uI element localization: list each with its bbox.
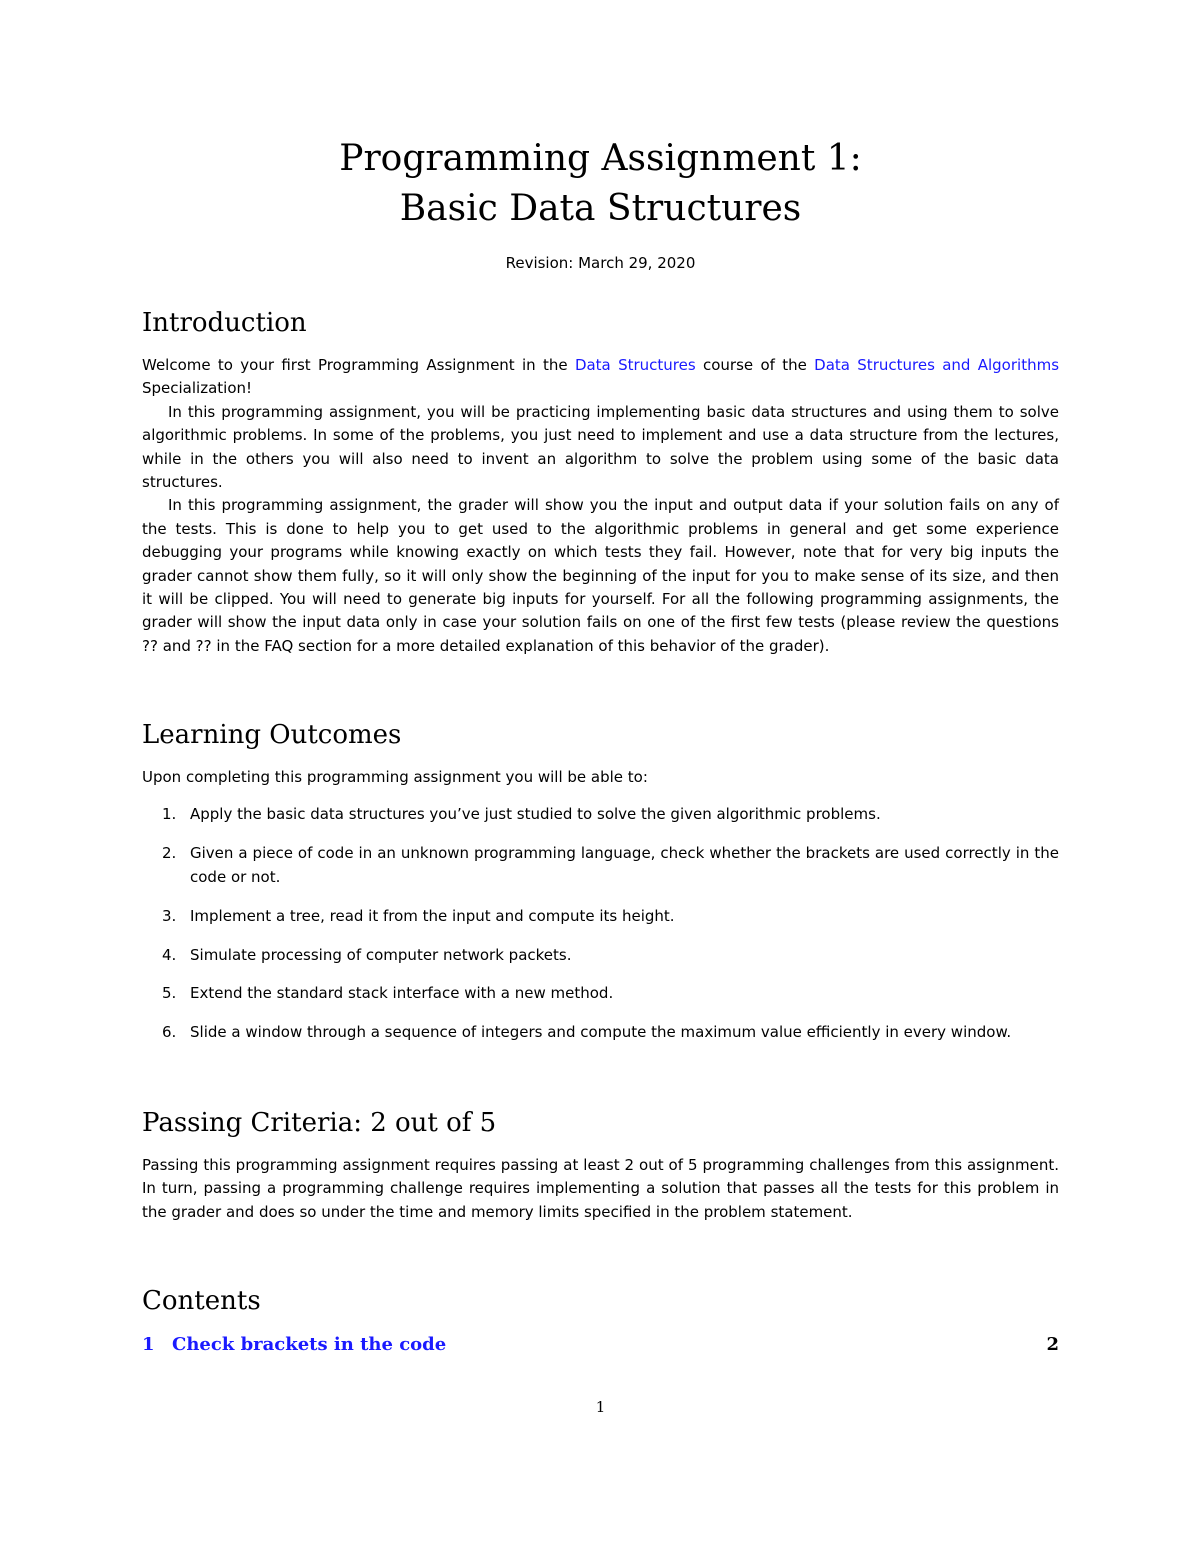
intro-text-1: Welcome to your first Programming Assignment in the (142, 356, 575, 374)
learning-outcomes-list (142, 803, 1059, 1044)
list-item-text: Extend the standard stack interface with a new method. (190, 984, 614, 1003)
specialization-link[interactable]: Data Structures and Algorithms (814, 356, 1060, 374)
document-page (142, 0, 1059, 1553)
learning-outcomes-heading: Learning Outcomes (142, 720, 402, 750)
list-item-number: 3. (162, 906, 177, 925)
introduction-section (142, 306, 1059, 658)
contents-heading: Contents (142, 1286, 261, 1316)
list-item-text: Given a piece of code in an unknown programming language, check whether the brackets are used correctly in the code or not. (190, 844, 1059, 886)
page-number: 1 (595, 1398, 606, 1416)
introduction-paragraph-2: In this programming assignment, you will be practicing implementing basic data structures and using them to solve algorithmic problems. In some of the problems, you just need to implement and use a data structure from the lectures, while in the others you will also need to invent an algorithm to solve the problem using some of the basic data structures. (142, 402, 1059, 492)
title-line-2: Basic Data Structures (399, 188, 802, 229)
toc-entry-number[interactable]: 1 (142, 1334, 155, 1355)
intro-text-3: Specialization! (142, 379, 253, 398)
list-item-number: 4. (162, 945, 177, 964)
toc-entry-title[interactable]: Check brackets in the code (172, 1334, 447, 1355)
list-item (142, 944, 1059, 967)
toc-entry[interactable] (142, 1332, 1059, 1358)
list-item (142, 905, 1059, 928)
introduction-heading: Introduction (142, 308, 307, 338)
introduction-paragraph-1 (142, 354, 1059, 401)
passing-criteria-text: Passing this programming assignment requires passing at least 2 out of 5 programming challenges from this assignment. In turn, passing a programming challenge requires implementing a solution that passes all the tests for this problem in the grader and does so under the time and memory limits specified in the problem statement. (142, 1156, 1059, 1221)
list-item-number: 5. (162, 984, 177, 1003)
list-item-number: 1. (162, 805, 177, 824)
list-item-text: Apply the basic data structures you’ve just studied to solve the given algorithmic problems. (190, 805, 881, 824)
learning-outcomes-section (142, 718, 1059, 1060)
passing-criteria-heading: Passing Criteria: 2 out of 5 (142, 1108, 497, 1138)
list-item-text: Implement a tree, read it from the input and compute its height. (190, 906, 675, 925)
contents-section (142, 1284, 1059, 1358)
document-title (142, 134, 1059, 234)
passing-criteria-section (142, 1106, 1059, 1224)
list-item-text: Simulate processing of computer network packets. (190, 945, 572, 964)
introduction-paragraph-3: In this programming assignment, the grader will show you the input and output data if your solution fails on any of the tests. This is done to help you to get used to the algorithmic problems in general and get some experience debugging your programs while knowing exactly on which tests they fail. However, note that for very big inputs the grader cannot show them fully, so it will only show the beginning of the input for you to make sense of its size, and then it will be clipped. You will need to generate big inputs for yourself. For all the following programming assignments, the grader will show the input data only in case your solution fails on one of the first few tests (please review the questions ?? and ?? in the FAQ section for a more detailed explanation of this behavior of the grader). (142, 496, 1059, 655)
data-structures-course-link[interactable]: Data Structures (574, 356, 696, 374)
list-item-text: Slide a window through a sequence of integers and compute the maximum value efficiently in every window. (190, 1023, 1012, 1042)
list-item (142, 842, 1059, 889)
learning-outcomes-intro: Upon completing this programming assignment you will be able to: (142, 768, 648, 786)
list-item (142, 1021, 1059, 1044)
revision-date: Revision: March 29, 2020 (505, 254, 696, 272)
toc-entry-page: 2 (1046, 1334, 1059, 1355)
title-line-1: Programming Assignment 1: (339, 138, 862, 179)
list-item-number: 6. (162, 1023, 177, 1042)
intro-text-2: course of the (695, 356, 815, 374)
list-item (142, 803, 1059, 826)
list-item (142, 982, 1059, 1005)
list-item-number: 2. (162, 844, 177, 863)
